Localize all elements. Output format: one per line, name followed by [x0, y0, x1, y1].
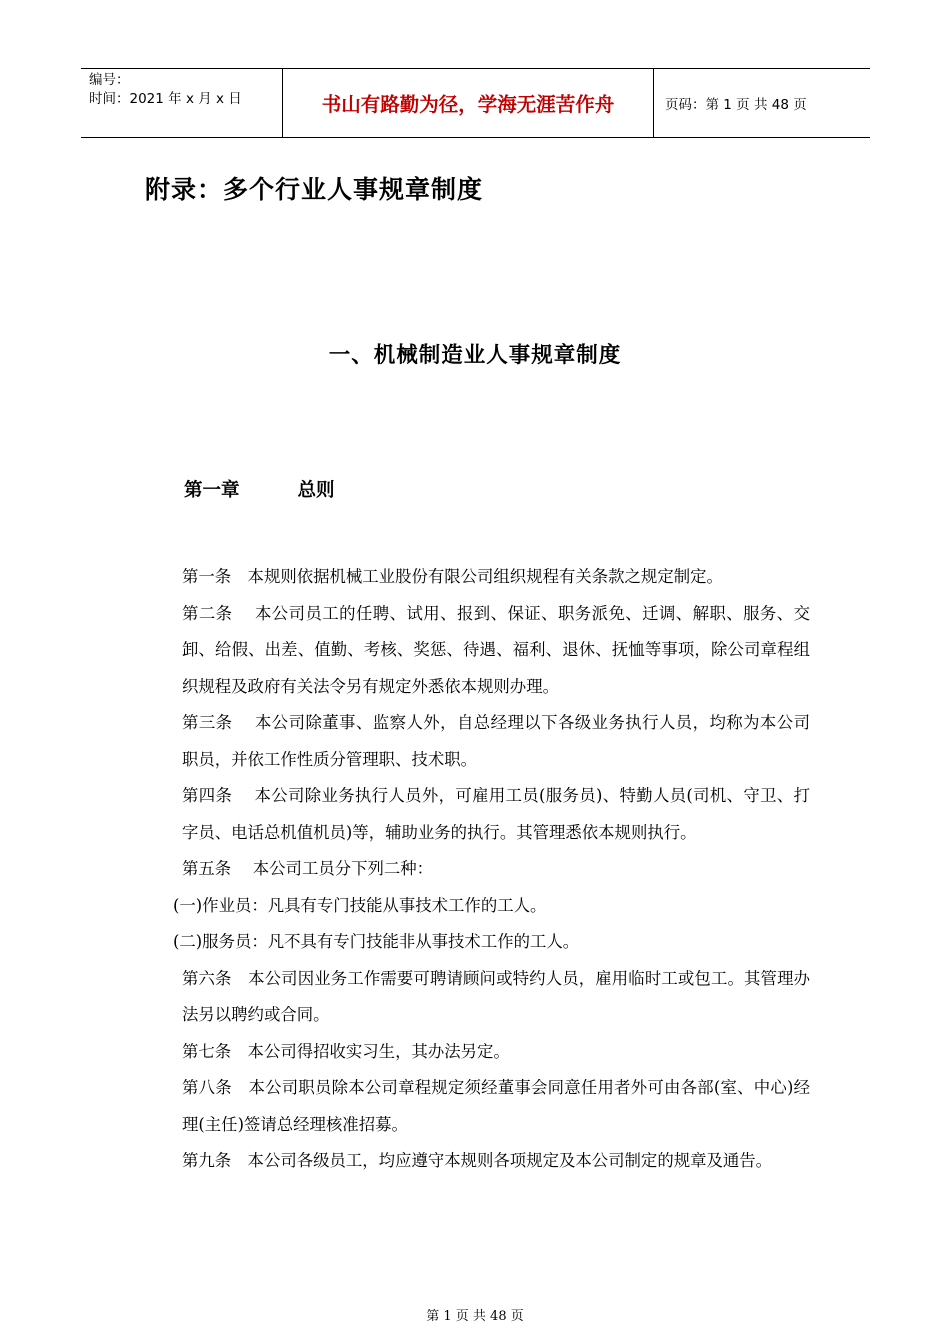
page-header: [81, 68, 870, 138]
article-7: 第七条 本公司得招收实习生，其办法另定。: [182, 1041, 510, 1061]
article-5-item-2: (二)服务员：凡不具有专门技能非从事技术工作的工人。: [173, 932, 580, 951]
chapter-heading: [184, 476, 335, 502]
header-meta: [81, 69, 282, 137]
article-3: 第三条 本公司除董事、监察人外，自总经理以下各级业务执行人员，均称为本公司职员，并依工作性质分管理职、技术职。: [182, 713, 810, 769]
header-page-info: 页码：第 1 页 共 48 页: [665, 97, 807, 113]
document-number-label: 编号：: [89, 72, 130, 88]
article-6: 第六条 本公司因业务工作需要可聘请顾问或特约人员，雇用临时工或包工。其管理办法另以聘约或合同。: [182, 968, 810, 1024]
article-4: 第四条 本公司除业务执行人员外，可雇用工员(服务员)、特勤人员(司机、守卫、打字员、电话总机值机员)等，辅助业务的执行。其管理悉依本规则执行。: [182, 786, 810, 842]
article-5-item-1: (一)作业员：凡具有专门技能从事技术工作的工人。: [173, 895, 547, 915]
section-title: 一、机械制造业人事规章制度: [328, 343, 622, 368]
article-2: 第二条 本公司员工的任聘、试用、报到、保证、职务派免、迁调、解职、服务、交卸、给假、出差、值勤、考核、奖惩、待遇、福利、退休、抚恤等事项，除公司章程组织规程及政府有关法令另有规定外悉依本规则办理。: [182, 603, 810, 696]
article-8: 第八条 本公司职员除本公司章程规定须经董事会同意任用者外可由各部(室、中心)经理(主任)签请总经理核准招募。: [182, 1078, 810, 1134]
header-motto: 书山有路勤为径，学海无涯苦作舟: [282, 69, 654, 137]
article-1: 第一条 本规则依据机械工业股份有限公司组织规程有关条款之规定制定。: [182, 567, 723, 586]
document-time-label: 时间：2021 年 x 月 x 日: [89, 91, 242, 107]
document-body: [145, 559, 810, 1180]
page-footer: 第 1 页 共 48 页: [426, 1309, 524, 1324]
chapter-number: 第一章: [184, 480, 240, 501]
article-9: 第九条 本公司各级员工，均应遵守本规则各项规定及本公司制定的规章及通告。: [182, 1151, 773, 1170]
chapter-name: 总则: [297, 480, 335, 501]
article-5: 第五条 本公司工员分下列二种：: [182, 859, 434, 878]
appendix-title: 附录：多个行业人事规章制度: [145, 175, 484, 204]
